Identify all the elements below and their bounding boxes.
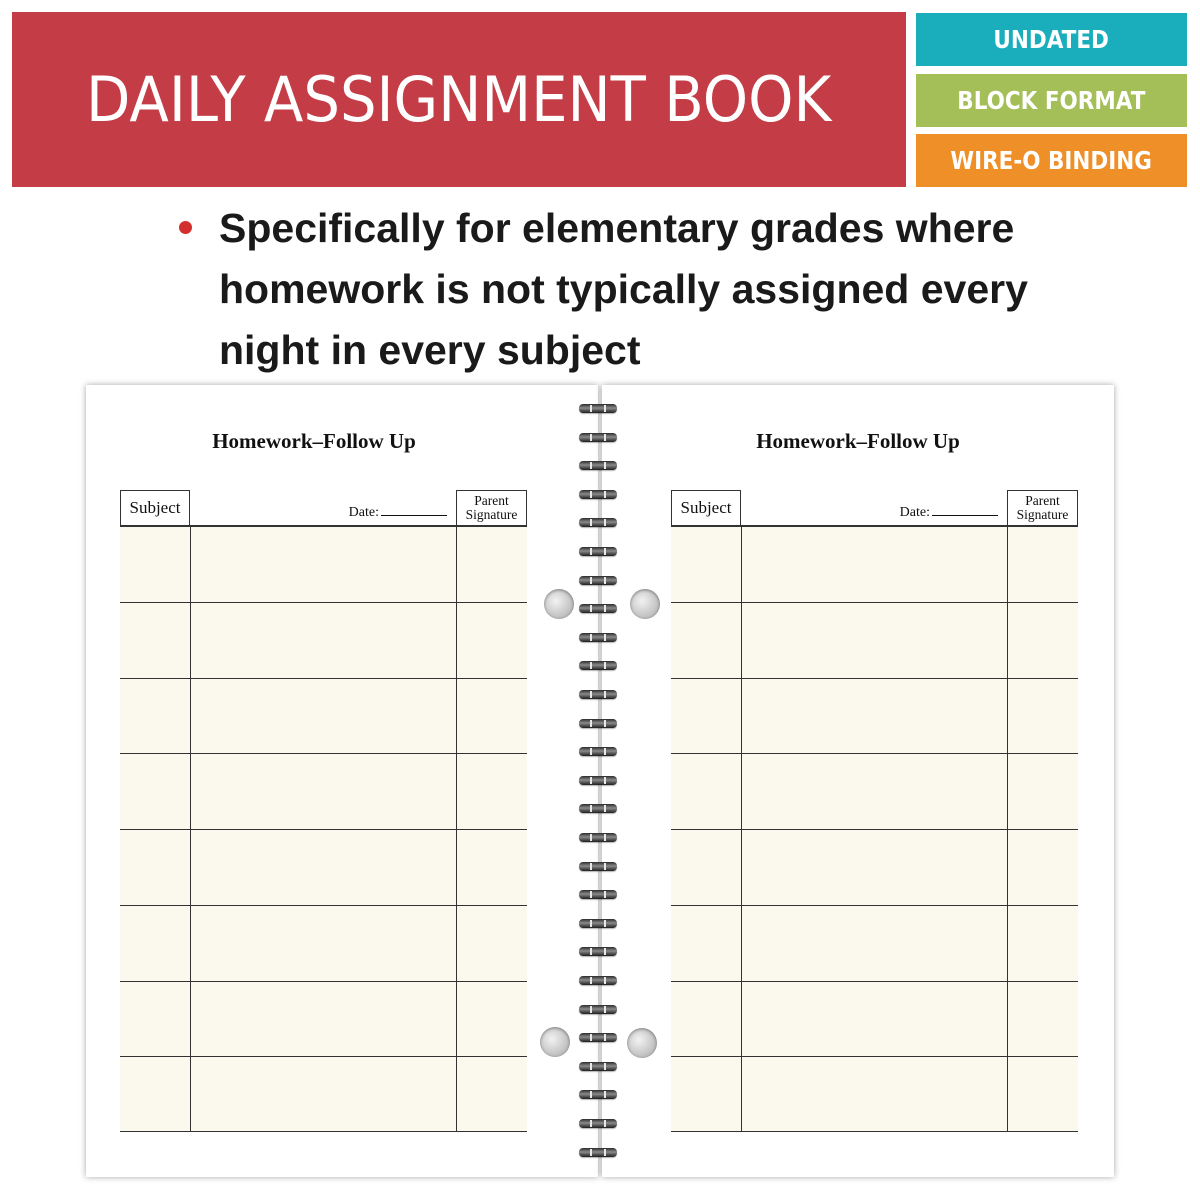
- table-row: [120, 981, 527, 1057]
- left-page: [86, 385, 598, 1177]
- bullet-icon: [179, 221, 192, 234]
- spiral-coil-icon: [579, 976, 617, 985]
- spiral-coil-icon: [579, 1062, 617, 1071]
- tag-block-format-label: BLOCK FORMAT: [957, 86, 1146, 115]
- date-label: Date:: [899, 505, 930, 520]
- subject-header: Subject: [120, 490, 190, 526]
- spiral-coil-icon: [579, 919, 617, 928]
- table-row: [671, 829, 1078, 905]
- spiral-coil-icon: [579, 490, 617, 499]
- table-row: [671, 981, 1078, 1057]
- spiral-coil-icon: [579, 1005, 617, 1014]
- homework-grid: [120, 490, 527, 1140]
- spiral-coil-icon: [579, 1033, 617, 1042]
- table-row: [671, 678, 1078, 754]
- date-blank: [381, 515, 447, 516]
- spiral-coil-icon: [579, 461, 617, 470]
- spiral-coil-icon: [579, 833, 617, 842]
- spiral-coil-icon: [579, 1148, 617, 1157]
- spiral-coil-icon: [579, 547, 617, 556]
- spiral-coil-icon: [579, 576, 617, 585]
- punch-hole-icon: [630, 589, 660, 619]
- punch-hole-icon: [540, 1027, 570, 1057]
- table-row: [120, 829, 527, 905]
- tag-undated: [916, 13, 1187, 66]
- right-page: [602, 385, 1114, 1177]
- spiral-coil-icon: [579, 404, 617, 413]
- spiral-coil-icon: [579, 1090, 617, 1099]
- table-row: [120, 1056, 527, 1132]
- spiral-coil-icon: [579, 633, 617, 642]
- spiral-coil-icon: [579, 776, 617, 785]
- parent-label: Parent: [474, 493, 509, 508]
- table-row: [671, 526, 1078, 602]
- tag-wire-o-binding: [916, 134, 1187, 187]
- spiral-coil-icon: [579, 747, 617, 756]
- spiral-coil-icon: [579, 690, 617, 699]
- title-banner: [12, 12, 906, 187]
- table-row: [120, 905, 527, 981]
- spiral-coil-icon: [579, 719, 617, 728]
- bullet-line-2: homework is not typically assigned every: [219, 266, 1028, 312]
- punch-hole-icon: [627, 1028, 657, 1058]
- parent-signature-header: [1007, 490, 1078, 526]
- bullet-line-1: Specifically for elementary grades where: [219, 205, 1015, 251]
- spiral-coil-icon: [579, 804, 617, 813]
- date-label: Date:: [348, 505, 379, 520]
- date-header: [741, 490, 1008, 526]
- spiral-coil-icon: [579, 1119, 617, 1128]
- tag-block-format: [916, 74, 1187, 127]
- signature-label: Signature: [465, 507, 518, 522]
- homework-rows: [120, 526, 527, 1132]
- punch-hole-icon: [544, 589, 574, 619]
- table-row: [671, 905, 1078, 981]
- parent-signature-header: [456, 490, 527, 526]
- spiral-coil-icon: [579, 433, 617, 442]
- tag-wire-o-binding-label: WIRE-O BINDING: [950, 146, 1153, 175]
- tag-undated-label: UNDATED: [993, 25, 1110, 54]
- table-row: [671, 1056, 1078, 1132]
- spiral-coil-icon: [579, 862, 617, 871]
- table-row: [671, 602, 1078, 678]
- page-title: Homework–Follow Up: [212, 429, 416, 453]
- bullet-line-3: night in every subject: [219, 327, 641, 373]
- date-blank: [932, 515, 998, 516]
- spiral-coil-icon: [579, 947, 617, 956]
- homework-rows: [671, 526, 1078, 1132]
- spiral-coil-icon: [579, 518, 617, 527]
- homework-grid: [671, 490, 1078, 1140]
- spiral-coil-icon: [579, 661, 617, 670]
- spiral-coil-icon: [579, 890, 617, 899]
- spiral-coil-icon: [579, 604, 617, 613]
- table-row: [120, 526, 527, 602]
- table-row: [120, 753, 527, 829]
- banner-title: DAILY ASSIGNMENT BOOK: [86, 63, 832, 136]
- subject-header: Subject: [671, 490, 741, 526]
- bullet-text: [219, 198, 1119, 381]
- signature-label: Signature: [1016, 507, 1069, 522]
- table-row: [671, 753, 1078, 829]
- table-row: [120, 678, 527, 754]
- parent-label: Parent: [1025, 493, 1060, 508]
- wire-o-binding: [573, 400, 623, 1170]
- page-title: Homework–Follow Up: [756, 429, 960, 453]
- table-row: [120, 602, 527, 678]
- date-header: [190, 490, 457, 526]
